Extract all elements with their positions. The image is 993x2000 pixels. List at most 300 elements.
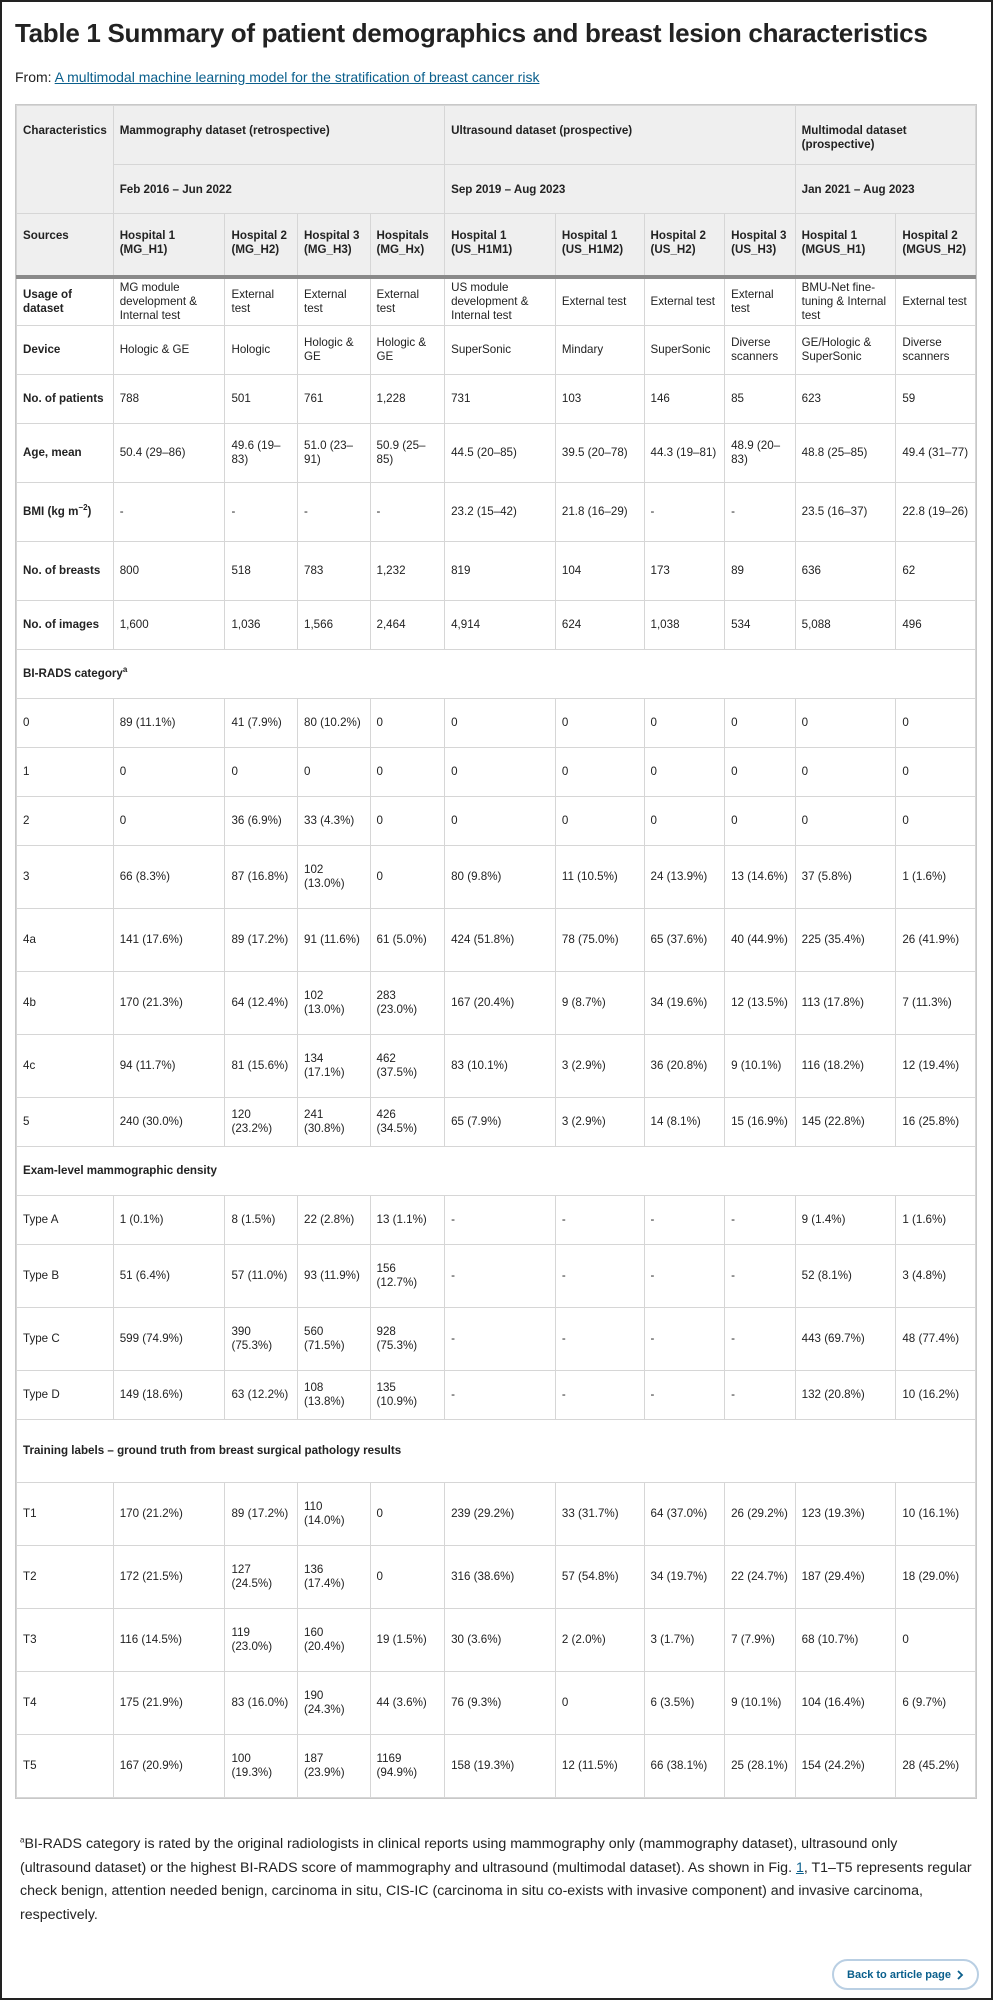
table-cell: -	[644, 1371, 725, 1420]
table-cell: 120 (23.2%)	[225, 1098, 298, 1147]
table-cell: 170 (21.2%)	[113, 1483, 225, 1546]
table-cell: 0	[370, 1546, 445, 1609]
table-cell: 51 (6.4%)	[113, 1245, 225, 1308]
table-cell: 135 (10.9%)	[370, 1371, 445, 1420]
table-cell: 187 (29.4%)	[795, 1546, 896, 1609]
row-label: Training labels – ground truth from breast surgical pathology results	[17, 1420, 976, 1483]
page-title: Table 1 Summary of patient demographics and breast lesion characteristics	[15, 18, 928, 48]
table-cell: 0	[113, 748, 225, 797]
table-cell: 65 (7.9%)	[445, 1098, 556, 1147]
table-cell: 102 (13.0%)	[298, 972, 371, 1035]
table-cell: External test	[225, 277, 298, 326]
table-cell: External test	[298, 277, 371, 326]
table-cell: 57 (11.0%)	[225, 1245, 298, 1308]
table-cell: 100 (19.3%)	[225, 1735, 298, 1798]
table-cell: 89 (11.1%)	[113, 699, 225, 748]
table-cell: 146	[644, 375, 725, 424]
header-source-col: Hospital 3 (MG_H3)	[298, 214, 371, 277]
table-cell: 819	[445, 542, 556, 601]
table-cell: 1169 (94.9%)	[370, 1735, 445, 1798]
table-cell: 0	[555, 797, 644, 846]
table-cell: 11 (10.5%)	[555, 846, 644, 909]
header-characteristics: Characteristics	[17, 106, 114, 214]
table-cell: 788	[113, 375, 225, 424]
table-row	[17, 699, 976, 748]
table-cell: 62	[896, 542, 976, 601]
table-cell: 7 (7.9%)	[725, 1609, 796, 1672]
table-cell: External test	[644, 277, 725, 326]
table-cell: 145 (22.8%)	[795, 1098, 896, 1147]
table-cell: 26 (29.2%)	[725, 1483, 796, 1546]
row-label: Type A	[17, 1196, 114, 1245]
table-cell: 3 (4.8%)	[896, 1245, 976, 1308]
table-cell: 1 (1.6%)	[896, 1196, 976, 1245]
table-cell: 89 (17.2%)	[225, 909, 298, 972]
header-ultrasound-dataset: Ultrasound dataset (prospective)	[445, 106, 796, 165]
table-cell: 390 (75.3%)	[225, 1308, 298, 1371]
table-cell: 44.5 (20–85)	[445, 424, 556, 483]
table-cell: -	[725, 483, 796, 542]
table-cell: External test	[370, 277, 445, 326]
table-cell: 113 (17.8%)	[795, 972, 896, 1035]
table-cell: 0	[370, 748, 445, 797]
table-row	[17, 972, 976, 1035]
table-cell: 59	[896, 375, 976, 424]
table-cell: 3 (2.9%)	[555, 1098, 644, 1147]
table-cell: 19 (1.5%)	[370, 1609, 445, 1672]
table-cell: 0	[445, 748, 556, 797]
table-cell: 80 (10.2%)	[298, 699, 371, 748]
table-cell: 518	[225, 542, 298, 601]
header-multimodal-dates: Jan 2021 – Aug 2023	[795, 165, 975, 214]
table-cell: 9 (1.4%)	[795, 1196, 896, 1245]
table-row	[17, 542, 976, 601]
table-cell: -	[555, 1245, 644, 1308]
table-cell: 44 (3.6%)	[370, 1672, 445, 1735]
row-label: No. of breasts	[17, 542, 114, 601]
table-cell: 0	[298, 748, 371, 797]
table-cell: 89 (17.2%)	[225, 1483, 298, 1546]
table-cell: 40 (44.9%)	[725, 909, 796, 972]
table-cell: MG module development & Internal test	[113, 277, 225, 326]
table-cell: External test	[896, 277, 976, 326]
table-cell: 93 (11.9%)	[298, 1245, 371, 1308]
table-cell: 12 (11.5%)	[555, 1735, 644, 1798]
table-cell: 496	[896, 601, 976, 650]
table-cell: BMU-Net fine-tuning & Internal test	[795, 277, 896, 326]
table-cell: 91 (11.6%)	[298, 909, 371, 972]
table-cell: -	[225, 483, 298, 542]
table-cell: 127 (24.5%)	[225, 1546, 298, 1609]
table-cell: 89	[725, 542, 796, 601]
row-label: Type D	[17, 1371, 114, 1420]
table-cell: -	[725, 1245, 796, 1308]
table-cell: 10 (16.1%)	[896, 1483, 976, 1546]
table-cell: 33 (4.3%)	[298, 797, 371, 846]
table-cell: 83 (10.1%)	[445, 1035, 556, 1098]
row-label: Exam-level mammographic density	[17, 1147, 976, 1196]
table-cell: -	[555, 1196, 644, 1245]
table-cell: 1,566	[298, 601, 371, 650]
table-cell: 12 (19.4%)	[896, 1035, 976, 1098]
table-cell: 103	[555, 375, 644, 424]
table-cell: 48.8 (25–85)	[795, 424, 896, 483]
row-label: T4	[17, 1672, 114, 1735]
table-cell: 116 (14.5%)	[113, 1609, 225, 1672]
table-cell: External test	[725, 277, 796, 326]
table-cell: 18 (29.0%)	[896, 1546, 976, 1609]
table-cell: -	[555, 1371, 644, 1420]
table-cell: 0	[725, 699, 796, 748]
row-label: 2	[17, 797, 114, 846]
table-cell: 167 (20.9%)	[113, 1735, 225, 1798]
table-cell: 10 (16.2%)	[896, 1371, 976, 1420]
table-row	[17, 1196, 976, 1245]
table-body	[17, 277, 976, 1798]
table-cell: 5,088	[795, 601, 896, 650]
table-cell: 241 (30.8%)	[298, 1098, 371, 1147]
table-row	[17, 424, 976, 483]
demographics-table	[16, 105, 976, 1798]
table-cell: -	[113, 483, 225, 542]
row-label: Type B	[17, 1245, 114, 1308]
table-cell: 3 (1.7%)	[644, 1609, 725, 1672]
table-cell: 6 (3.5%)	[644, 1672, 725, 1735]
table-cell: 316 (38.6%)	[445, 1546, 556, 1609]
table-cell: 800	[113, 542, 225, 601]
row-label: 0	[17, 699, 114, 748]
table-cell: Hologic & GE	[370, 326, 445, 375]
table-cell: 102 (13.0%)	[298, 846, 371, 909]
table-cell: 158 (19.3%)	[445, 1735, 556, 1798]
table-cell: 4,914	[445, 601, 556, 650]
table-cell: Mindary	[555, 326, 644, 375]
table-cell: -	[644, 1308, 725, 1371]
table-cell: -	[445, 1308, 556, 1371]
row-label: Device	[17, 326, 114, 375]
header-source-col: Hospital 3 (US_H3)	[725, 214, 796, 277]
row-label: 4a	[17, 909, 114, 972]
table-cell: 1 (1.6%)	[896, 846, 976, 909]
table-cell: 6 (9.7%)	[896, 1672, 976, 1735]
table-cell: -	[445, 1196, 556, 1245]
table-cell: US module development & Internal test	[445, 277, 556, 326]
header-mammography-dates: Feb 2016 – Jun 2022	[113, 165, 444, 214]
table-cell: 23.2 (15–42)	[445, 483, 556, 542]
table-cell: 170 (21.3%)	[113, 972, 225, 1035]
table-cell: 0	[555, 699, 644, 748]
back-to-article-button[interactable]	[832, 1959, 979, 1990]
table-cell: 61 (5.0%)	[370, 909, 445, 972]
table-cell: 104	[555, 542, 644, 601]
table-cell: 0	[896, 797, 976, 846]
row-label: 3	[17, 846, 114, 909]
row-label: T2	[17, 1546, 114, 1609]
table-cell: 1,600	[113, 601, 225, 650]
table-cell: 36 (20.8%)	[644, 1035, 725, 1098]
table-cell: 22 (24.7%)	[725, 1546, 796, 1609]
table-cell: 119 (23.0%)	[225, 1609, 298, 1672]
table-cell: 80 (9.8%)	[445, 846, 556, 909]
table-cell: Diverse scanners	[725, 326, 796, 375]
table-cell: 599 (74.9%)	[113, 1308, 225, 1371]
table-cell: 66 (38.1%)	[644, 1735, 725, 1798]
table-cell: 48 (77.4%)	[896, 1308, 976, 1371]
table-section-row	[17, 1147, 976, 1196]
row-label: T1	[17, 1483, 114, 1546]
table-cell: 0	[370, 797, 445, 846]
table-cell: 731	[445, 375, 556, 424]
table-row	[17, 1672, 976, 1735]
table-cell: 0	[896, 748, 976, 797]
table-cell: 136 (17.4%)	[298, 1546, 371, 1609]
table-row	[17, 1371, 976, 1420]
table-cell: 9 (10.1%)	[725, 1035, 796, 1098]
table-row	[17, 375, 976, 424]
table-cell: 636	[795, 542, 896, 601]
table-cell: 13 (1.1%)	[370, 1196, 445, 1245]
footnote-text-after: , T1–T5 represents regular check benign, attention needed benign, carcinoma in situ, CIS-IC (carcinoma in situ co-exists with invasive component) and invasive carcinoma, respectively.	[20, 1859, 972, 1923]
table-cell: 149 (18.6%)	[113, 1371, 225, 1420]
table-cell: 2 (2.0%)	[555, 1609, 644, 1672]
table-footnote	[20, 1833, 972, 1927]
table-cell: 443 (69.7%)	[795, 1308, 896, 1371]
table-cell: 36 (6.9%)	[225, 797, 298, 846]
table-row	[17, 1609, 976, 1672]
table-cell: 34 (19.6%)	[644, 972, 725, 1035]
table-row	[17, 748, 976, 797]
table-cell: 37 (5.8%)	[795, 846, 896, 909]
table-cell: 57 (54.8%)	[555, 1546, 644, 1609]
row-label: BMI (kg $m^{-2}$)	[17, 483, 114, 542]
table-cell: 0	[644, 748, 725, 797]
table-cell: 65 (37.6%)	[644, 909, 725, 972]
table-cell: 0	[113, 797, 225, 846]
table-cell: 1,232	[370, 542, 445, 601]
table-row	[17, 1245, 976, 1308]
table-cell: 134 (17.1%)	[298, 1035, 371, 1098]
table-cell: 30 (3.6%)	[445, 1609, 556, 1672]
table-cell: 39.5 (20–78)	[555, 424, 644, 483]
table-cell: 44.3 (19–81)	[644, 424, 725, 483]
table-cell: 160 (20.4%)	[298, 1609, 371, 1672]
table-cell: External test	[555, 277, 644, 326]
table-cell: 534	[725, 601, 796, 650]
header-mammography-dataset: Mammography dataset (retrospective)	[113, 106, 444, 165]
table-cell: 22 (2.8%)	[298, 1196, 371, 1245]
table-row	[17, 797, 976, 846]
table-cell: 7 (11.3%)	[896, 972, 976, 1035]
table-cell: 240 (30.0%)	[113, 1098, 225, 1147]
table-cell: 3 (2.9%)	[555, 1035, 644, 1098]
table-cell: 175 (21.9%)	[113, 1672, 225, 1735]
row-label: 4c	[17, 1035, 114, 1098]
header-source-col: Hospital 1 (MGUS_H1)	[795, 214, 896, 277]
table-cell: 68 (10.7%)	[795, 1609, 896, 1672]
row-label: T3	[17, 1609, 114, 1672]
table-cell: 33 (31.7%)	[555, 1483, 644, 1546]
table-cell: 0	[795, 699, 896, 748]
table-cell: 41 (7.9%)	[225, 699, 298, 748]
table-section-row	[17, 650, 976, 699]
table-cell: 83 (16.0%)	[225, 1672, 298, 1735]
table-cell: 1,036	[225, 601, 298, 650]
table-cell: 0	[896, 1609, 976, 1672]
table-cell: 0	[725, 797, 796, 846]
row-label: T5	[17, 1735, 114, 1798]
table-cell: 51.0 (23–91)	[298, 424, 371, 483]
table-cell: 8 (1.5%)	[225, 1196, 298, 1245]
row-label: 4b	[17, 972, 114, 1035]
table-cell: 0	[725, 748, 796, 797]
table-cell: 13 (14.6%)	[725, 846, 796, 909]
table-cell: -	[725, 1371, 796, 1420]
table-cell: 225 (35.4%)	[795, 909, 896, 972]
table-cell: 110 (14.0%)	[298, 1483, 371, 1546]
table-cell: Diverse scanners	[896, 326, 976, 375]
table-cell: 0	[555, 748, 644, 797]
table-cell: 16 (25.8%)	[896, 1098, 976, 1147]
table-cell: 426 (34.5%)	[370, 1098, 445, 1147]
table-cell: 25 (28.1%)	[725, 1735, 796, 1798]
table-cell: -	[644, 483, 725, 542]
table-cell: 172 (21.5%)	[113, 1546, 225, 1609]
header-ultrasound-dates: Sep 2019 – Aug 2023	[445, 165, 796, 214]
table-cell: 66 (8.3%)	[113, 846, 225, 909]
table-cell: SuperSonic	[644, 326, 725, 375]
table-cell: 87 (16.8%)	[225, 846, 298, 909]
row-label: 5	[17, 1098, 114, 1147]
table-cell: 64 (37.0%)	[644, 1483, 725, 1546]
table-cell: 9 (10.1%)	[725, 1672, 796, 1735]
table-cell: 462 (37.5%)	[370, 1035, 445, 1098]
table-cell: 0	[225, 748, 298, 797]
article-link[interactable]: A multimodal machine learning model for the stratification of breast cancer risk	[54, 69, 540, 85]
table-row	[17, 1735, 976, 1798]
table-cell: 21.8 (16–29)	[555, 483, 644, 542]
row-label: Type C	[17, 1308, 114, 1371]
table-row	[17, 1035, 976, 1098]
table-cell: 78 (75.0%)	[555, 909, 644, 972]
table-cell: GE/Hologic & SuperSonic	[795, 326, 896, 375]
table-cell: -	[445, 1371, 556, 1420]
table-cell: 14 (8.1%)	[644, 1098, 725, 1147]
table-cell: 154 (24.2%)	[795, 1735, 896, 1798]
table-cell: 623	[795, 375, 896, 424]
header-source-col: Hospital 1 (MG_H1)	[113, 214, 225, 277]
table-cell: 0	[370, 1483, 445, 1546]
source-prefix: From:	[15, 69, 55, 85]
table-cell: 190 (24.3%)	[298, 1672, 371, 1735]
table-cell: 0	[644, 797, 725, 846]
table-cell: 928 (75.3%)	[370, 1308, 445, 1371]
table-cell: 28 (45.2%)	[896, 1735, 976, 1798]
table-cell: 560 (71.5%)	[298, 1308, 371, 1371]
row-label: BI-RADS category$^a$	[17, 650, 976, 699]
table-cell: 49.6 (19–83)	[225, 424, 298, 483]
table-row	[17, 1546, 976, 1609]
table-cell: 141 (17.6%)	[113, 909, 225, 972]
header-source-col: Hospital 2 (MG_H2)	[225, 214, 298, 277]
table-cell: 34 (19.7%)	[644, 1546, 725, 1609]
table-row	[17, 1308, 976, 1371]
table-cell: -	[445, 1245, 556, 1308]
table-cell: 239 (29.2%)	[445, 1483, 556, 1546]
table-cell: 94 (11.7%)	[113, 1035, 225, 1098]
header-source-col: Hospital 1 (US_H1M1)	[445, 214, 556, 277]
table-cell: 104 (16.4%)	[795, 1672, 896, 1735]
table-cell: 50.9 (25–85)	[370, 424, 445, 483]
table-cell: 1,038	[644, 601, 725, 650]
table-cell: 116 (18.2%)	[795, 1035, 896, 1098]
table-cell: -	[725, 1196, 796, 1245]
table-cell: 0	[370, 846, 445, 909]
table-cell: 85	[725, 375, 796, 424]
table-cell: Hologic & GE	[298, 326, 371, 375]
table-cell: 64 (12.4%)	[225, 972, 298, 1035]
row-label: No. of patients	[17, 375, 114, 424]
table-cell: 123 (19.3%)	[795, 1483, 896, 1546]
table-cell: 81 (15.6%)	[225, 1035, 298, 1098]
header-source-col: Hospital 2 (US_H2)	[644, 214, 725, 277]
table-cell: 167 (20.4%)	[445, 972, 556, 1035]
header-multimodal-dataset: Multimodal dataset (prospective)	[795, 106, 975, 165]
header-source-col: Hospital 2 (MGUS_H2)	[896, 214, 976, 277]
table-cell: 2,464	[370, 601, 445, 650]
table-cell: -	[370, 483, 445, 542]
table-cell: 624	[555, 601, 644, 650]
table-cell: -	[644, 1196, 725, 1245]
row-label: No. of images	[17, 601, 114, 650]
figure-link[interactable]: 1	[795, 1859, 804, 1876]
table-cell: 0	[896, 699, 976, 748]
table-cell: -	[644, 1245, 725, 1308]
table-row	[17, 909, 976, 972]
table-row	[17, 483, 976, 542]
row-label: Usage of dataset	[17, 277, 114, 326]
table-cell: 15 (16.9%)	[725, 1098, 796, 1147]
table-row	[17, 1483, 976, 1546]
table-cell: 187 (23.9%)	[298, 1735, 371, 1798]
table-cell: 0	[445, 797, 556, 846]
table-cell: -	[555, 1308, 644, 1371]
table-cell: 22.8 (19–26)	[896, 483, 976, 542]
table-cell: 48.9 (20–83)	[725, 424, 796, 483]
table-row	[17, 601, 976, 650]
table-cell: 761	[298, 375, 371, 424]
table-cell: 0	[795, 748, 896, 797]
table-cell: -	[298, 483, 371, 542]
table-cell: Hologic & GE	[113, 326, 225, 375]
table-cell: 0	[644, 699, 725, 748]
row-label: 1	[17, 748, 114, 797]
table-cell: 0	[445, 699, 556, 748]
table-cell: 156 (12.7%)	[370, 1245, 445, 1308]
back-button-label: Back to article page	[847, 1968, 951, 1981]
table-cell: 501	[225, 375, 298, 424]
table-cell: 52 (8.1%)	[795, 1245, 896, 1308]
table-cell: 0	[555, 1672, 644, 1735]
table-cell: 24 (13.9%)	[644, 846, 725, 909]
data-table-container	[15, 104, 977, 1799]
table-cell: -	[725, 1308, 796, 1371]
table-row	[17, 846, 976, 909]
table-cell: 26 (41.9%)	[896, 909, 976, 972]
table-cell: 1,228	[370, 375, 445, 424]
table-cell: 132 (20.8%)	[795, 1371, 896, 1420]
table-cell: 49.4 (31–77)	[896, 424, 976, 483]
table-row	[17, 1098, 976, 1147]
